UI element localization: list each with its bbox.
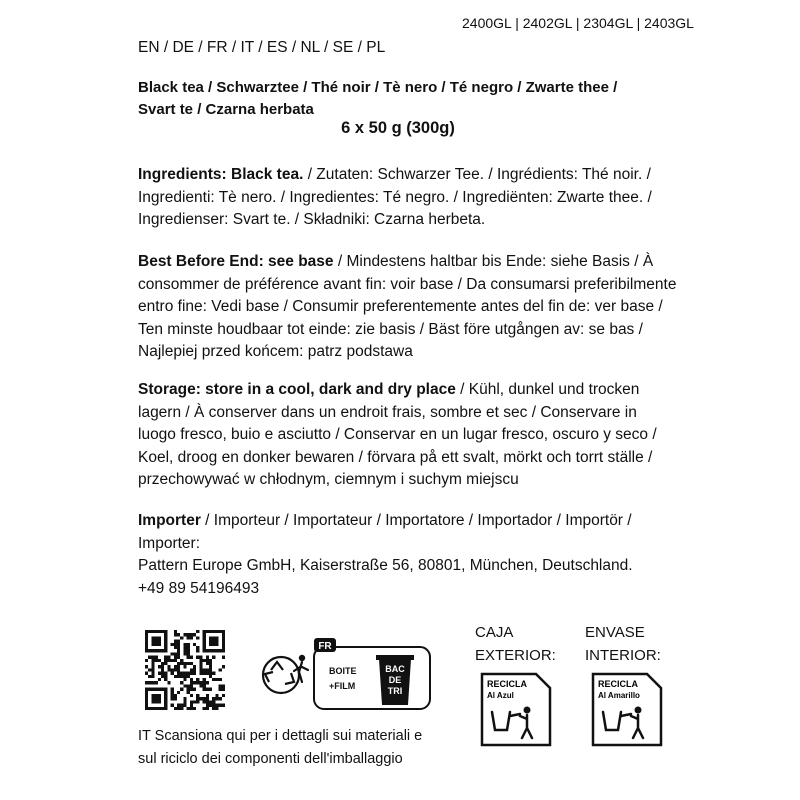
envase-line-1: ENVASE xyxy=(585,624,645,641)
scan-line-1: IT Scansiona qui per i dettagli sui materiali e xyxy=(138,728,423,744)
fr-sorting-badge xyxy=(313,637,431,710)
triman-icon xyxy=(257,648,315,700)
title-line-1: Black tea / Schwarztee / Thé noir / Tè nero / Té negro / Zwarte thee / xyxy=(138,79,618,96)
title-line-2: Svart te / Czarna herbata xyxy=(138,101,314,118)
importer-label: Importer xyxy=(138,512,201,529)
storage-text: / Kühl, dunkel und trocken lagern / À conserver dans un endroit frais, sombre et sec / Conservare in luogo fresco, buio e asciutto / Conservar en un lugar fresco, oscuro y seco / Koel, droog en donker bewaren / förvara på ett svalt, mörkt och torrt ställe / przechowywać w chłodnym, ciemnym i suchym miejscu xyxy=(138,381,657,489)
importer-text: / Importeur / Importateur / Importatore / Importador / Importör / Importer: xyxy=(138,512,632,552)
best-before-label: Best Before End: see base xyxy=(138,253,334,270)
recicla-amarillo-icon xyxy=(591,672,663,747)
envase-icon-sub: Al Amarillo xyxy=(598,691,640,700)
fr-bin-line-2: DE xyxy=(388,675,402,685)
envase-icon-title: RECICLA xyxy=(598,679,638,689)
product-codes: 2400GL | 2402GL | 2304GL | 2403GL xyxy=(462,15,694,31)
importer-section xyxy=(138,510,678,600)
fr-country-code: FR xyxy=(318,641,332,652)
fr-bin-line-1: BAC xyxy=(385,664,405,674)
storage-label-rest: : store in a cool, dark and dry place xyxy=(195,381,456,398)
fr-bin-line-3: TRI xyxy=(387,686,403,696)
net-weight xyxy=(0,119,800,138)
caja-line-2: EXTERIOR: xyxy=(475,646,556,664)
ingredients-section xyxy=(138,164,678,232)
recicla-azul-icon xyxy=(480,672,552,747)
caja-icon-title: RECICLA xyxy=(487,679,527,689)
envase-interior-label xyxy=(585,622,661,667)
envase-line-2: INTERIOR: xyxy=(585,646,661,664)
recycle-bin-icon xyxy=(376,655,414,705)
product-title xyxy=(138,77,698,121)
caja-icon-sub: Al Azul xyxy=(487,691,514,700)
language-list: EN / DE / FR / IT / ES / NL / SE / PL xyxy=(138,39,386,56)
best-before-section xyxy=(138,251,678,364)
ingredients-text: / Zutaten: Schwarzer Tee. / Ingrédients: Thé noir. / Ingredienti: Tè nero. / Ingredientes: Té negro. / Ingrediënten: Zwarte thee. / Ingredienser: Svart te. / Składniki: Czarna herbeta. xyxy=(138,166,652,229)
storage-section xyxy=(138,379,678,492)
importer-phone: +49 89 54196493 xyxy=(138,579,260,597)
fr-line-2: +FILM xyxy=(329,681,356,691)
caja-line-1: CAJA xyxy=(475,624,514,641)
fr-line-1: BOITE xyxy=(329,666,357,676)
qr-code[interactable] xyxy=(145,630,225,710)
caja-exterior-label xyxy=(475,622,556,667)
storage-label: Storage xyxy=(138,381,196,398)
scan-line-2: sul riciclo dei componenti dell'imballaggio xyxy=(138,750,403,767)
net-weight-text: 6 x 50 g (300g) xyxy=(341,119,455,137)
best-before-text: / Mindestens haltbar bis Ende: siehe Basis / À consommer de préférence avant fin: voir base / Da consumarsi preferibilmente entro fine: Vedi base / Consumir preferentemente antes del fin de: ver base / Ten minste houdbaar tot einde: zie basis / Bäst före utgången av: se bas / Najlepiej przed końcem: patrz podstawa xyxy=(138,253,677,361)
ingredients-label: Ingredients: Black tea. xyxy=(138,166,304,183)
scan-instructions xyxy=(138,725,468,770)
importer-address: Pattern Europe GmbH, Kaiserstraße 56, 80801, München, Deutschland. xyxy=(138,557,633,575)
